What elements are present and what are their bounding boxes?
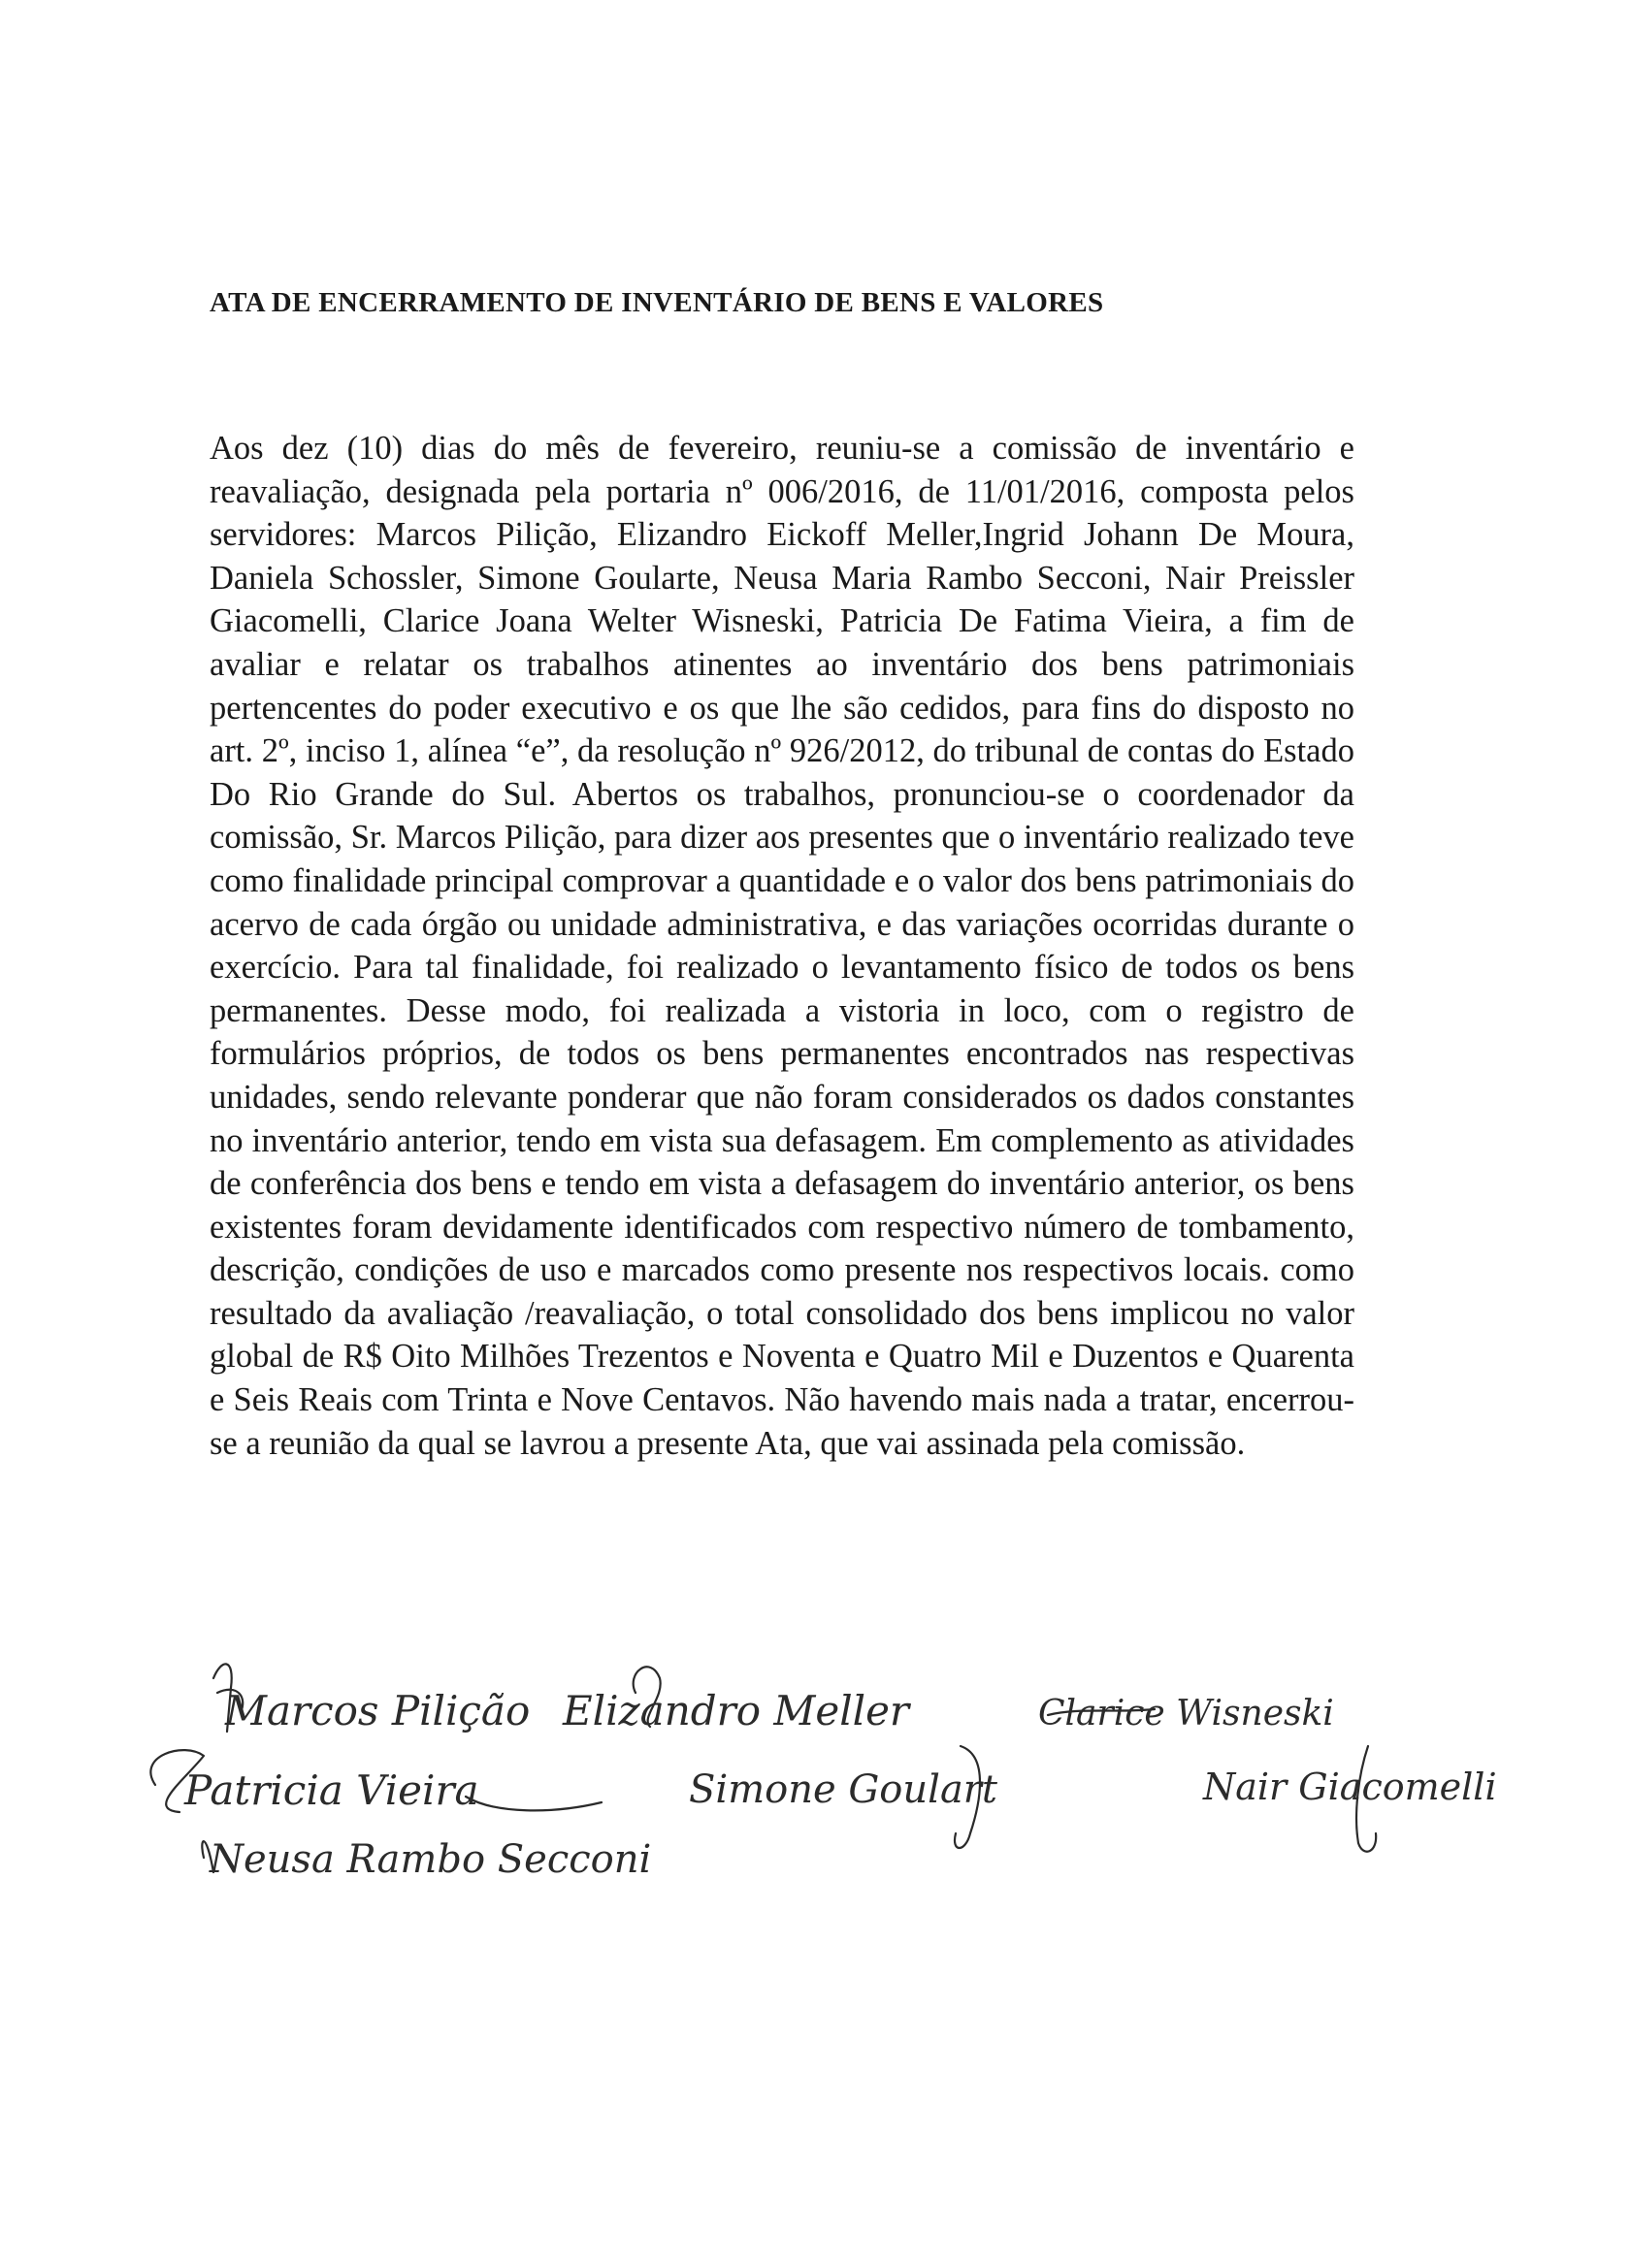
svg-text:Neusa Rambo Secconi: Neusa Rambo Secconi: [210, 1837, 652, 1882]
svg-text:Marcos Pilição: Marcos Pilição: [225, 1687, 531, 1734]
document-title: ATA DE ENCERRAMENTO DE INVENTÁRIO DE BENS E VALORES: [210, 287, 1104, 318]
svg-text:Patricia Vieira: Patricia Vieira: [184, 1766, 479, 1814]
signature-patricia-vieira: [150, 1750, 602, 1814]
signature-clarice-wisneski: [1038, 1694, 1334, 1733]
svg-text:Simone Goulart: Simone Goulart: [689, 1767, 997, 1812]
svg-text:Elizandro Meller: Elizandro Meller: [563, 1687, 909, 1734]
signature-simone-goulart: [689, 1746, 998, 1848]
svg-text:Nair Giacomelli: Nair Giacomelli: [1203, 1766, 1497, 1808]
signature-marcos-pilicao: [213, 1664, 530, 1734]
handwritten-signatures: [146, 1639, 1533, 1892]
document-body: Aos dez (10) dias do mês de fevereiro, reuniu-se a comissão de inventário e reavaliação, designada pela portaria nº 006/2016, de 11/01/2016, composta pelos servidores: Marcos Pilição, Elizandro Eickoff Meller,Ingrid Johann De Moura, Daniela Schossler, Simone Goularte, Neusa Maria Rambo Secconi, Nair Preissler Giacomelli, Clarice Joana Welter Wisneski, Patricia De Fatima Vieira, a fim de avaliar e relatar os trabalhos atinentes ao inventário dos bens patrimoniais pertencentes do poder executivo e os que lhe são cedidos, para fins do disposto no art. 2º, inciso 1, alínea “e”, da resolução nº 926/2012, do tribunal de contas do Estado Do Rio Grande do Sul. Abertos os trabalhos, pronunciou-se o coordenador da comissão, Sr. Marcos Pilição, para dizer aos presentes que o inventário realizado teve como finalidade principal comprovar a quantidade e o valor dos bens patrimoniais do acervo de cada órgão ou unidade administrativa, e das variações ocorridas durante o exercício. Para tal finalidade, foi realizado o levantamento físico de todos os bens permanentes. Desse modo, foi realizada a vistoria in loco, com o registro de formulários próprios, de todos os bens permanentes encontrados nas respectivas unidades, sendo relevante ponderar que não foram considerados os dados constantes no inventário anterior, tendo em vista sua defasagem. Em complemento as atividades de conferência dos bens e tendo em vista a defasagem do inventário anterior, os bens existentes foram devidamente identificados com respectivo número de tombamento, descrição, condições de uso e marcados como presente nos respectivos locais. como resultado da avaliação /reavaliação, o total consolidado dos bens implicou no valor global de R$ Oito Milhões Trezentos e Noventa e Quatro Mil e Duzentos e Quarenta e Seis Reais com Trinta e Nove Centavos. Não havendo mais nada a tratar, encerrou-se a reunião da qual se lavrou a presente Ata, que vai assinada pela comissão.: [210, 430, 1354, 1462]
signature-nair-giacomelli: [1202, 1746, 1497, 1852]
signature-neusa-rambo-secconi: [202, 1837, 651, 1882]
signatures-block: [146, 1639, 1533, 1892]
signature-elizandro-meller: [562, 1667, 912, 1734]
svg-text:Clarice Wisneski: Clarice Wisneski: [1038, 1694, 1334, 1733]
